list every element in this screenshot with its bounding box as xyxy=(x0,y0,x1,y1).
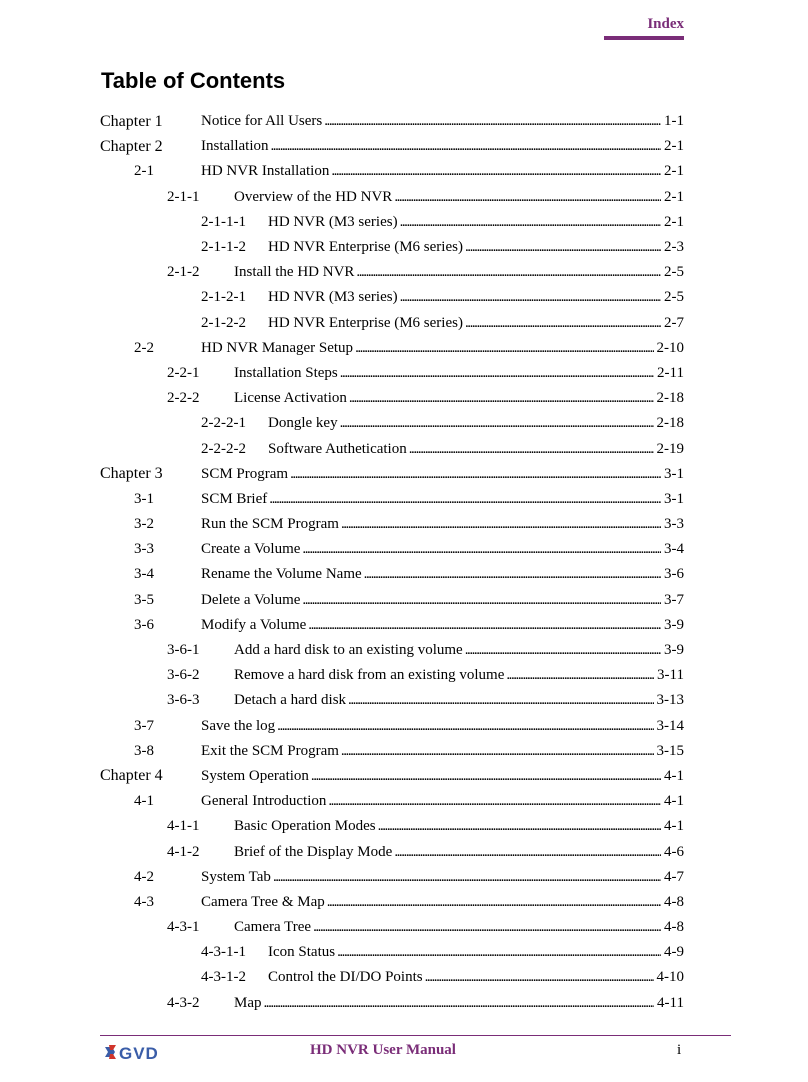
toc-entry-page: 3-1 xyxy=(664,465,684,482)
toc-entry-title: Software Authetication xyxy=(268,440,407,457)
toc-entry[interactable] xyxy=(100,361,684,386)
toc-entry-line xyxy=(234,663,684,688)
toc-entry-title: Camera Tree xyxy=(234,919,312,936)
toc-entry[interactable] xyxy=(100,739,684,764)
dot-leader xyxy=(273,869,661,886)
toc-entry-number: 3-3 xyxy=(134,541,154,558)
dot-leader xyxy=(465,315,661,332)
toc-entry-page: 2-1 xyxy=(664,163,684,180)
toc-entry-title: Icon Status xyxy=(268,944,336,961)
dot-leader xyxy=(364,566,661,583)
toc-entry-title: Overview of the HD NVR xyxy=(234,188,393,205)
toc-entry-line xyxy=(201,159,684,184)
toc-entry-line xyxy=(268,285,684,310)
toc-entry-number: 4-3-1 xyxy=(167,919,200,936)
toc-entry-title: Map xyxy=(234,994,262,1011)
toc-entry-number: 3-5 xyxy=(134,591,154,608)
toc-entry[interactable] xyxy=(100,764,684,789)
toc-entry-page: 3-11 xyxy=(657,667,684,684)
toc-entry-number: 3-6-2 xyxy=(167,667,200,684)
toc-entry-title: Control the DI/DO Points xyxy=(268,969,423,986)
toc-entry-page: 3-4 xyxy=(664,541,684,558)
toc-entry-title: Camera Tree & Map xyxy=(201,893,325,910)
toc-entry-line xyxy=(268,965,684,990)
toc-entry-line xyxy=(201,537,684,562)
toc-entry-number: 2-1-2-1 xyxy=(201,289,246,306)
dot-leader xyxy=(340,365,654,382)
toc-entry-number: 2-1-2-2 xyxy=(201,314,246,331)
toc-entry-page: 4-7 xyxy=(664,868,684,885)
toc-entry-title: Modify a Volume xyxy=(201,616,307,633)
toc-entry-number: 4-1-1 xyxy=(167,818,200,835)
toc-entry[interactable] xyxy=(100,436,684,461)
toc-entry-page: 4-11 xyxy=(657,994,684,1011)
toc-entry-line xyxy=(234,386,684,411)
toc-entry-page: 3-3 xyxy=(664,516,684,533)
toc-entry-line xyxy=(234,991,684,1016)
toc-entry-number: 3-2 xyxy=(134,516,154,533)
toc-entry-page: 4-8 xyxy=(664,919,684,936)
toc-entry-page: 3-1 xyxy=(664,490,684,507)
toc-entry-number: Chapter 3 xyxy=(100,465,163,483)
dot-leader xyxy=(400,214,661,231)
toc-entry-title: HD NVR Enterprise (M6 series) xyxy=(268,239,463,256)
toc-entry-number: 2-1-1-1 xyxy=(201,213,246,230)
dot-leader xyxy=(355,340,653,357)
toc-entry-title: System Operation xyxy=(201,767,309,784)
dot-leader xyxy=(400,289,661,306)
toc-entry[interactable] xyxy=(100,638,684,663)
toc-entry[interactable] xyxy=(100,311,684,336)
dot-leader xyxy=(324,113,661,130)
toc-entry-title: License Activation xyxy=(234,390,347,407)
toc-entry-line xyxy=(201,512,684,537)
footer-page-number: i xyxy=(677,1042,682,1058)
toc-entry[interactable] xyxy=(100,411,684,436)
toc-entry-title: HD NVR Installation xyxy=(201,163,330,180)
toc-entry-number: 2-1-1 xyxy=(167,188,200,205)
toc-entry-number: 3-1 xyxy=(134,490,154,507)
toc-entry[interactable] xyxy=(100,159,684,184)
toc-entry[interactable] xyxy=(100,235,684,260)
toc-entry[interactable] xyxy=(100,562,684,587)
toc-entry[interactable] xyxy=(100,109,684,134)
toc-entry[interactable] xyxy=(100,185,684,210)
toc-entry-page: 2-18 xyxy=(656,390,684,407)
toc-entry-line xyxy=(234,185,684,210)
toc-entry-page: 4-1 xyxy=(664,793,684,810)
toc-entry-title: Detach a hard disk xyxy=(234,692,347,709)
toc-entry-title: Rename the Volume Name xyxy=(201,566,362,583)
toc-entry-page: 3-9 xyxy=(664,642,684,659)
toc-entry-title: General Introduction xyxy=(201,793,327,810)
toc-entry-line xyxy=(201,739,684,764)
dot-leader xyxy=(311,768,661,785)
toc-entry-number: 4-3-1-1 xyxy=(201,944,246,961)
toc-entry-number: 2-2-2-1 xyxy=(201,415,246,432)
toc-entry-line xyxy=(201,487,684,512)
dot-leader xyxy=(356,264,661,281)
dot-leader xyxy=(269,491,661,508)
toc-entry-line xyxy=(268,235,684,260)
table-of-contents xyxy=(100,109,684,1016)
toc-entry[interactable] xyxy=(100,789,684,814)
toc-entry-page: 3-9 xyxy=(664,616,684,633)
toc-entry[interactable] xyxy=(100,991,684,1016)
toc-entry-title: SCM Brief xyxy=(201,490,268,507)
toc-entry-title: Install the HD NVR xyxy=(234,264,355,281)
toc-entry-line xyxy=(268,436,684,461)
gvd-logo xyxy=(104,1042,176,1064)
dot-leader xyxy=(308,617,661,634)
toc-entry-line xyxy=(201,562,684,587)
dot-leader xyxy=(348,692,653,709)
toc-entry-number: 3-6 xyxy=(134,616,154,633)
toc-entry[interactable] xyxy=(100,663,684,688)
toc-entry-line xyxy=(234,814,684,839)
toc-entry[interactable] xyxy=(100,588,684,613)
toc-entry-page: 2-5 xyxy=(664,289,684,306)
dot-leader xyxy=(409,441,654,458)
toc-entry[interactable] xyxy=(100,688,684,713)
toc-entry-page: 2-1 xyxy=(664,138,684,155)
toc-entry-number: Chapter 2 xyxy=(100,137,163,155)
toc-entry-number: 2-1-1-2 xyxy=(201,239,246,256)
toc-entry-number: 3-6-3 xyxy=(167,692,200,709)
toc-entry-number: 3-4 xyxy=(134,566,154,583)
dot-leader xyxy=(337,944,661,961)
dot-leader xyxy=(277,718,653,735)
toc-entry-page: 2-5 xyxy=(664,264,684,281)
toc-entry[interactable] xyxy=(100,134,684,159)
toc-entry-number: 2-2-2-2 xyxy=(201,440,246,457)
toc-entry[interactable] xyxy=(100,890,684,915)
toc-entry-line xyxy=(234,839,684,864)
toc-entry-number: 4-3-1-2 xyxy=(201,969,246,986)
dot-leader xyxy=(271,138,662,155)
dot-leader xyxy=(331,163,661,180)
toc-entry[interactable] xyxy=(100,210,684,235)
toc-entry-number: 4-3-2 xyxy=(167,994,200,1011)
dot-leader xyxy=(506,667,654,684)
toc-entry-title: Create a Volume xyxy=(201,541,301,558)
toc-entry-page: 3-7 xyxy=(664,591,684,608)
dot-leader xyxy=(341,743,654,760)
toc-entry[interactable] xyxy=(100,814,684,839)
toc-entry-line xyxy=(201,462,684,487)
toc-entry-line xyxy=(201,613,684,638)
toc-entry-title: HD NVR Manager Setup xyxy=(201,339,354,356)
toc-entry-number: 2-1-2 xyxy=(167,264,200,281)
dot-leader xyxy=(425,969,654,986)
toc-entry-page: 2-7 xyxy=(664,314,684,331)
toc-entry[interactable] xyxy=(100,940,684,965)
toc-entry[interactable] xyxy=(100,386,684,411)
toc-entry-title: Notice for All Users xyxy=(201,113,323,130)
toc-entry[interactable] xyxy=(100,285,684,310)
toc-entry-line xyxy=(201,789,684,814)
toc-entry[interactable] xyxy=(100,915,684,940)
toc-entry-title: HD NVR (M3 series) xyxy=(268,213,398,230)
toc-entry-title: System Tab xyxy=(201,868,271,885)
toc-entry-page: 4-1 xyxy=(664,767,684,784)
dot-leader xyxy=(264,995,655,1012)
toc-entry-line xyxy=(234,915,684,940)
header-section-label: Index xyxy=(647,16,684,32)
toc-entry-line xyxy=(201,714,684,739)
toc-entry-title: Installation Steps xyxy=(234,364,338,381)
toc-entry[interactable] xyxy=(100,839,684,864)
toc-entry-page: 1-1 xyxy=(664,113,684,130)
toc-entry-page: 4-9 xyxy=(664,944,684,961)
dot-leader xyxy=(302,541,661,558)
toc-entry[interactable] xyxy=(100,260,684,285)
toc-entry-page: 2-19 xyxy=(656,440,684,457)
dot-leader xyxy=(327,894,661,911)
toc-entry-line xyxy=(234,260,684,285)
toc-entry-title: Run the SCM Program xyxy=(201,516,339,533)
dot-leader xyxy=(313,919,661,936)
toc-entry-number: 2-1 xyxy=(134,163,154,180)
toc-entry-title: Add a hard disk to an existing volume xyxy=(234,642,463,659)
toc-entry[interactable] xyxy=(100,487,684,512)
toc-entry-number: 4-3 xyxy=(134,893,154,910)
toc-entry-number: 2-2-1 xyxy=(167,364,200,381)
dot-leader xyxy=(290,466,661,483)
toc-entry-page: 3-13 xyxy=(656,692,684,709)
header-accent-bar xyxy=(604,36,684,40)
logo-wordmark: GVD xyxy=(119,1044,159,1063)
toc-entry-number: Chapter 1 xyxy=(100,112,163,130)
toc-entry[interactable] xyxy=(100,537,684,562)
toc-entry-title: Dongle key xyxy=(268,415,338,432)
dot-leader xyxy=(394,189,661,206)
toc-entry-line xyxy=(201,764,684,789)
toc-entry-page: 4-8 xyxy=(664,893,684,910)
toc-entry-number: 3-7 xyxy=(134,717,154,734)
toc-entry-page: 2-3 xyxy=(664,239,684,256)
dot-leader xyxy=(465,239,661,256)
toc-entry-line xyxy=(201,109,684,134)
toc-entry-title: Remove a hard disk from an existing volume xyxy=(234,667,505,684)
toc-entry-number: 2-2 xyxy=(134,339,154,356)
dot-leader xyxy=(302,592,661,609)
toc-entry-line xyxy=(268,411,684,436)
toc-entry-title: Delete a Volume xyxy=(201,591,301,608)
toc-entry-page: 2-1 xyxy=(664,188,684,205)
footer-manual-title: HD NVR User Manual xyxy=(310,1042,456,1058)
dot-leader xyxy=(340,415,654,432)
toc-entry-page: 4-10 xyxy=(656,969,684,986)
toc-entry-page: 2-11 xyxy=(657,364,684,381)
toc-entry-page: 2-1 xyxy=(664,213,684,230)
toc-entry-title: HD NVR (M3 series) xyxy=(268,289,398,306)
toc-entry-title: Installation xyxy=(201,138,269,155)
toc-entry-page: 4-1 xyxy=(664,818,684,835)
toc-entry-title: Exit the SCM Program xyxy=(201,742,339,759)
toc-entry-number: 4-2 xyxy=(134,868,154,885)
toc-entry-title: SCM Program xyxy=(201,465,289,482)
toc-entry[interactable] xyxy=(100,462,684,487)
toc-entry-title: Brief of the Display Mode xyxy=(234,843,393,860)
toc-entry[interactable] xyxy=(100,613,684,638)
toc-entry-title: Save the log xyxy=(201,717,276,734)
dot-leader xyxy=(328,793,661,810)
toc-entry-number: 4-1-2 xyxy=(167,843,200,860)
toc-entry-page: 2-10 xyxy=(656,339,684,356)
toc-entry[interactable] xyxy=(100,965,684,990)
toc-entry-title: Basic Operation Modes xyxy=(234,818,376,835)
toc-entry-page: 3-6 xyxy=(664,566,684,583)
page-title: Table of Contents xyxy=(101,68,286,93)
toc-entry-line xyxy=(234,688,684,713)
toc-entry-line xyxy=(201,134,684,159)
toc-entry-line xyxy=(268,311,684,336)
toc-entry-number: 3-8 xyxy=(134,742,154,759)
toc-entry-title: HD NVR Enterprise (M6 series) xyxy=(268,314,463,331)
dot-leader xyxy=(378,818,661,835)
toc-entry-page: 3-15 xyxy=(656,742,684,759)
toc-entry-number: 2-2-2 xyxy=(167,390,200,407)
toc-entry-number: Chapter 4 xyxy=(100,767,163,785)
toc-entry[interactable] xyxy=(100,714,684,739)
toc-entry-page: 4-6 xyxy=(664,843,684,860)
toc-entry-line xyxy=(201,588,684,613)
toc-entry-number: 3-6-1 xyxy=(167,642,200,659)
toc-entry[interactable] xyxy=(100,336,684,361)
toc-entry-page: 2-18 xyxy=(656,415,684,432)
dot-leader xyxy=(341,516,661,533)
toc-entry-number: 4-1 xyxy=(134,793,154,810)
toc-entry-line xyxy=(201,336,684,361)
dot-leader xyxy=(465,642,661,659)
toc-entry-line xyxy=(201,865,684,890)
toc-entry[interactable] xyxy=(100,865,684,890)
toc-entry[interactable] xyxy=(100,512,684,537)
dot-leader xyxy=(394,844,661,861)
toc-entry-line xyxy=(268,940,684,965)
toc-entry-page: 3-14 xyxy=(656,717,684,734)
toc-entry-line xyxy=(201,890,684,915)
toc-entry-line xyxy=(234,361,684,386)
toc-entry-line xyxy=(234,638,684,663)
toc-entry-line xyxy=(268,210,684,235)
dot-leader xyxy=(349,390,654,407)
footer-divider xyxy=(100,1035,731,1036)
